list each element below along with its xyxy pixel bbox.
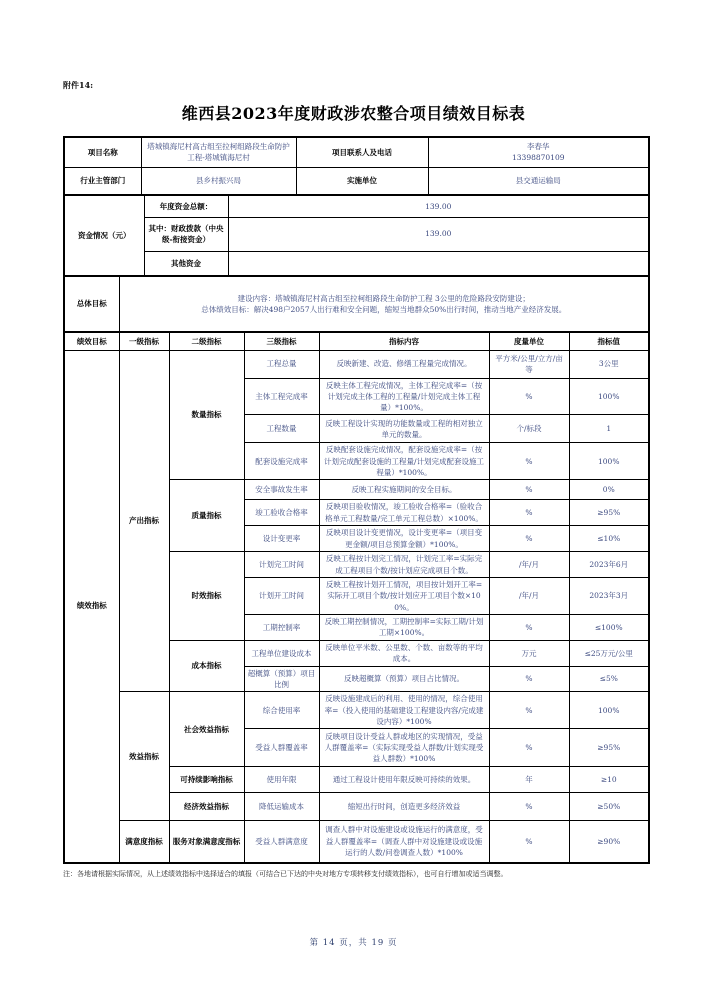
content-cell: 反映项目设计受益人群或地区的实现情况，受益人群覆盖率=（实际实现受益人群数/计划实现受益人群数）*100% — [319, 729, 489, 767]
table-row — [64, 217, 649, 251]
unit-cell: % — [489, 500, 569, 526]
indicator-row — [64, 821, 649, 863]
level3-cell: 受益人群覆盖率 — [244, 729, 319, 767]
level3-cell: 超概算（预算）项目比例 — [244, 666, 319, 692]
tables-container — [63, 136, 648, 879]
level2-timeliness-cell: 时效指标 — [169, 552, 244, 641]
content-cell: 缩短出行时间，创造更多经济效益 — [319, 793, 489, 821]
level3-cell: 使用年限 — [244, 767, 319, 793]
header-content: 指标内容 — [319, 332, 489, 350]
level1-benefit-cell: 效益指标 — [119, 692, 169, 821]
impl-label: 实施单位 — [296, 167, 428, 195]
indicator-row — [64, 692, 649, 729]
unit-cell: 年 — [489, 767, 569, 793]
level3-cell: 受益人群满意度 — [244, 821, 319, 863]
value-cell: 2023年3月 — [569, 578, 649, 615]
impl-value: 县交通运输局 — [428, 167, 649, 195]
content-cell: 调查人群中对设施建设或设施运行的满意度，受益人群覆盖率=（调查人群中对设施建设或设施运行的人数/问卷调查人数）*100% — [319, 821, 489, 863]
content-cell: 反映主体工程完成情况，主体工程完成率=（按计划完成主体工程的工程量/计划完成主体工程量）*100%。 — [319, 378, 489, 415]
unit-cell: % — [489, 614, 569, 640]
level2-sustainability-cell: 可持续影响指标 — [169, 767, 244, 793]
funds-row-value: 139.00 — [228, 195, 649, 217]
content-cell: 反映工程实施期间的安全目标。 — [319, 480, 489, 500]
value-cell: 100% — [569, 378, 649, 415]
table-row — [64, 137, 649, 167]
content-cell: 反映超概算（预算）项目占比情况。 — [319, 666, 489, 692]
funds-row-label: 其中：财政拨款（中央级-衔接资金） — [144, 217, 228, 251]
value-cell: ≥10 — [569, 767, 649, 793]
value-cell: 100% — [569, 692, 649, 729]
project-name-label: 项目名称 — [64, 137, 141, 167]
unit-cell: % — [489, 692, 569, 729]
header-level2: 二级指标 — [169, 332, 244, 350]
unit-cell: /年/月 — [489, 578, 569, 615]
value-cell: ≥90% — [569, 821, 649, 863]
contact-name: 李春华 — [527, 142, 550, 151]
unit-cell: % — [489, 480, 569, 500]
project-info-table — [63, 136, 650, 196]
unit-cell: 个/标段 — [489, 415, 569, 443]
table-row — [64, 195, 649, 217]
header-level1: 一级指标 — [119, 332, 169, 350]
level2-economic-benefit-cell: 经济效益指标 — [169, 793, 244, 821]
group-performance-indicator-cell: 绩效指标 — [64, 350, 119, 863]
value-cell: ≥95% — [569, 500, 649, 526]
overall-goal-table — [63, 275, 650, 333]
value-cell: 2023年6月 — [569, 552, 649, 578]
level2-cost-cell: 成本指标 — [169, 640, 244, 692]
header-unit: 度量单位 — [489, 332, 569, 350]
contact-label: 项目联系人及电话 — [296, 137, 428, 167]
overall-goal-label: 总体目标 — [64, 276, 119, 332]
unit-cell: /年/月 — [489, 552, 569, 578]
value-cell: ≤5% — [569, 666, 649, 692]
value-cell: ≥95% — [569, 729, 649, 767]
funds-label: 资金情况（元） — [64, 195, 144, 276]
funds-table — [63, 194, 650, 277]
value-cell: ≤100% — [569, 614, 649, 640]
page-title: 维西县2023年度财政涉农整合项目绩效目标表 — [181, 104, 526, 123]
unit-cell: 平方米/公里/立方/亩等 — [489, 350, 569, 378]
level2-service-satisfaction-cell: 服务对象满意度指标 — [169, 821, 244, 863]
level2-quality-cell: 质量指标 — [169, 480, 244, 552]
level3-cell: 降低运输成本 — [244, 793, 319, 821]
level1-output-cell: 产出指标 — [119, 350, 169, 692]
table-row — [64, 276, 649, 332]
dept-value: 县乡村振兴局 — [141, 167, 296, 195]
value-cell: 3公里 — [569, 350, 649, 378]
level3-cell: 综合使用率 — [244, 692, 319, 729]
content-cell: 反映工期控制情况，工期控制率=实际工期/计划工期×100%。 — [319, 614, 489, 640]
content-cell: 反映项目验收情况，竣工验收合格率=（验收合格单元工程数量/完工单元工程总数）×100%。 — [319, 500, 489, 526]
level3-cell: 安全事故发生率 — [244, 480, 319, 500]
value-cell: ≤25万元/公里 — [569, 640, 649, 666]
level3-cell: 计划开工时间 — [244, 578, 319, 615]
dept-label: 行业主管部门 — [64, 167, 141, 195]
funds-row-label: 年度资金总额： — [144, 195, 228, 217]
content-cell: 通过工程设计使用年限反映可持续的效果。 — [319, 767, 489, 793]
funds-row-label: 其他资金 — [144, 251, 228, 276]
level3-cell: 工程总量 — [244, 350, 319, 378]
content-cell: 反映工程按计划开工情况，项目按计划开工率=实际开工项目个数/按计划应开工项目个数×100%。 — [319, 578, 489, 615]
header-level3: 三级指标 — [244, 332, 319, 350]
value-cell: 0% — [569, 480, 649, 500]
table-row — [64, 167, 649, 195]
attachment-label: 附件14: — [63, 80, 94, 90]
indicators-table — [63, 331, 650, 864]
unit-cell: % — [489, 378, 569, 415]
level3-cell: 设计变更率 — [244, 526, 319, 552]
header-performance-goal: 绩效目标 — [64, 332, 119, 350]
overall-goal-line1: 建设内容：塔城镇海尼村高古组至拉柯组路段生命防护工程 3公里的危险路段安防建设； — [237, 293, 530, 303]
contact-phone: 13398870109 — [512, 153, 565, 163]
page-number: 第 14 页，共 19 页 — [309, 938, 398, 948]
level2-quantity-cell: 数量指标 — [169, 350, 244, 480]
level1-satisfaction-cell: 满意度指标 — [119, 821, 169, 863]
content-cell: 反映工程设计实现的功能数量或工程的相对独立单元的数量。 — [319, 415, 489, 443]
unit-cell: % — [489, 443, 569, 480]
level3-cell: 工程数量 — [244, 415, 319, 443]
level3-cell: 计划完工时间 — [244, 552, 319, 578]
unit-cell: % — [489, 526, 569, 552]
overall-goal-content — [119, 276, 649, 332]
unit-cell: % — [489, 821, 569, 863]
footnote: 注：各地请根据实际情况，从上述绩效指标中选择适合的填报（可结合已下达的中央对地方专项转移支付绩效指标），也可自行增加或适当调整。 — [63, 869, 508, 878]
table-row — [64, 251, 649, 276]
project-name-value: 塔城镇海尼村高古组至拉柯组路段生命防护工程-塔城镇海尼村 — [141, 137, 296, 167]
funds-row-value: 139.00 — [228, 217, 649, 251]
level3-cell: 竣工验收合格率 — [244, 500, 319, 526]
value-cell: ≤10% — [569, 526, 649, 552]
content-cell: 反映新建、改造、修缮工程量完成情况。 — [319, 350, 489, 378]
content-cell: 反映设施建成后的利用、使用的情况，综合使用率=（投入使用的基础建设工程建设内容/完成建设内容）*100% — [319, 692, 489, 729]
content-cell: 反映项目设计变更情况，设计变更率=（项目变更金额/项目总预算金额）*100%。 — [319, 526, 489, 552]
contact-value — [428, 137, 649, 167]
overall-goal-line2: 总体绩效目标：解决498户2057人出行难和安全问题，缩短当地群众50%出行时间，推动当地产业经济发展。 — [201, 305, 567, 314]
unit-cell: 万元 — [489, 640, 569, 666]
indicators-header-row — [64, 332, 649, 350]
value-cell: 100% — [569, 443, 649, 480]
indicator-row — [64, 350, 649, 378]
value-cell: ≥50% — [569, 793, 649, 821]
unit-cell: % — [489, 793, 569, 821]
content-cell: 反映单位平米数、公里数、个数、亩数等的平均成本。 — [319, 640, 489, 666]
value-cell: 1 — [569, 415, 649, 443]
level3-cell: 工程单位建设成本 — [244, 640, 319, 666]
unit-cell: % — [489, 666, 569, 692]
level2-social-benefit-cell: 社会效益指标 — [169, 692, 244, 767]
content-cell: 反映配套设施完成情况，配套设施完成率=（按计划完成配套设施的工程量/计划完成配套设施工程量）*100%。 — [319, 443, 489, 480]
unit-cell: % — [489, 729, 569, 767]
content-cell: 反映工程按计划完工情况，计划完工率=实际完成工程项目个数/按计划应完成项目个数。 — [319, 552, 489, 578]
header-value: 指标值 — [569, 332, 649, 350]
level3-cell: 配套设施完成率 — [244, 443, 319, 480]
level3-cell: 主体工程完成率 — [244, 378, 319, 415]
funds-row-value — [228, 251, 649, 276]
level3-cell: 工期控制率 — [244, 614, 319, 640]
